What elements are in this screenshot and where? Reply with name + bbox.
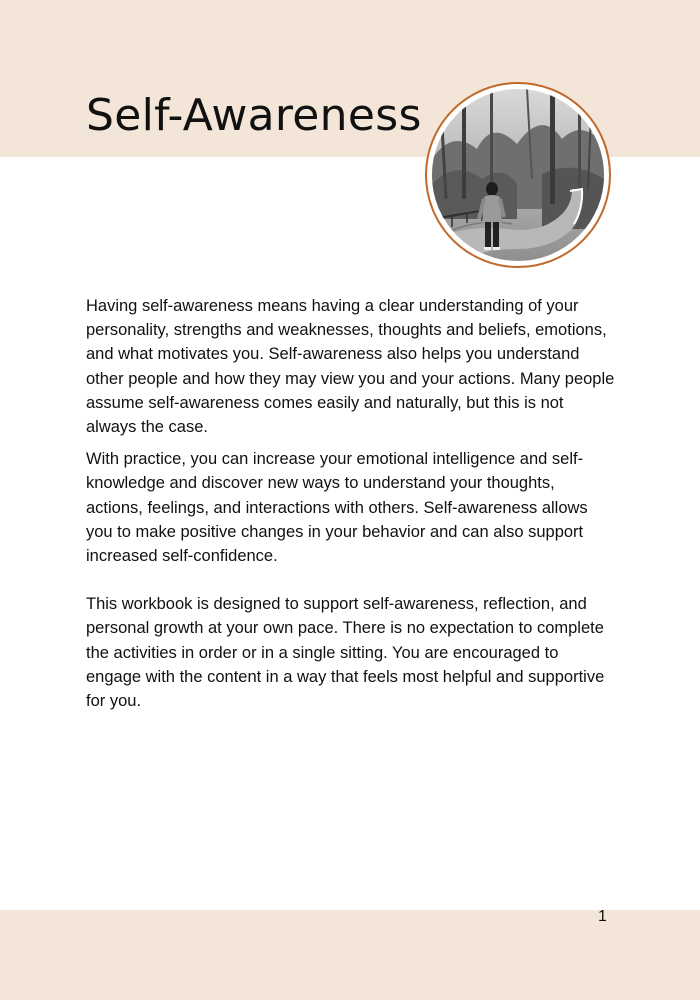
person-walking-path-photo xyxy=(432,89,604,261)
page-number: 1 xyxy=(598,908,607,925)
paragraph: With practice, you can increase your emotional intelligence and self-knowledge and discover new ways to understand your thoughts, actions, feelings, and interactions with others. Self-awareness allows you to make positive changes in your behavior and can also support increased self-confidence. xyxy=(86,450,588,566)
page-title: Self-Awareness xyxy=(86,90,422,141)
footer-band xyxy=(0,910,700,1000)
body-text xyxy=(86,294,616,713)
paragraph: This workbook is designed to support self-awareness, reflection, and personal growth at your own pace. There is no expectation to complete the activities in order or in a single sitting. You are encouraged to engage with the content in a way that feels most helpful and supportive for you. xyxy=(86,595,605,711)
paragraph: Having self-awareness means having a clear understanding of your personality, strengths and weaknesses, thoughts and beliefs, emotions, and what motivates you. Self-awareness also helps you understand other people and how they may view you and your actions. Many people assume self-awareness comes easily and naturally, but this is not always the case. xyxy=(86,297,615,437)
photo-frame xyxy=(425,82,611,268)
